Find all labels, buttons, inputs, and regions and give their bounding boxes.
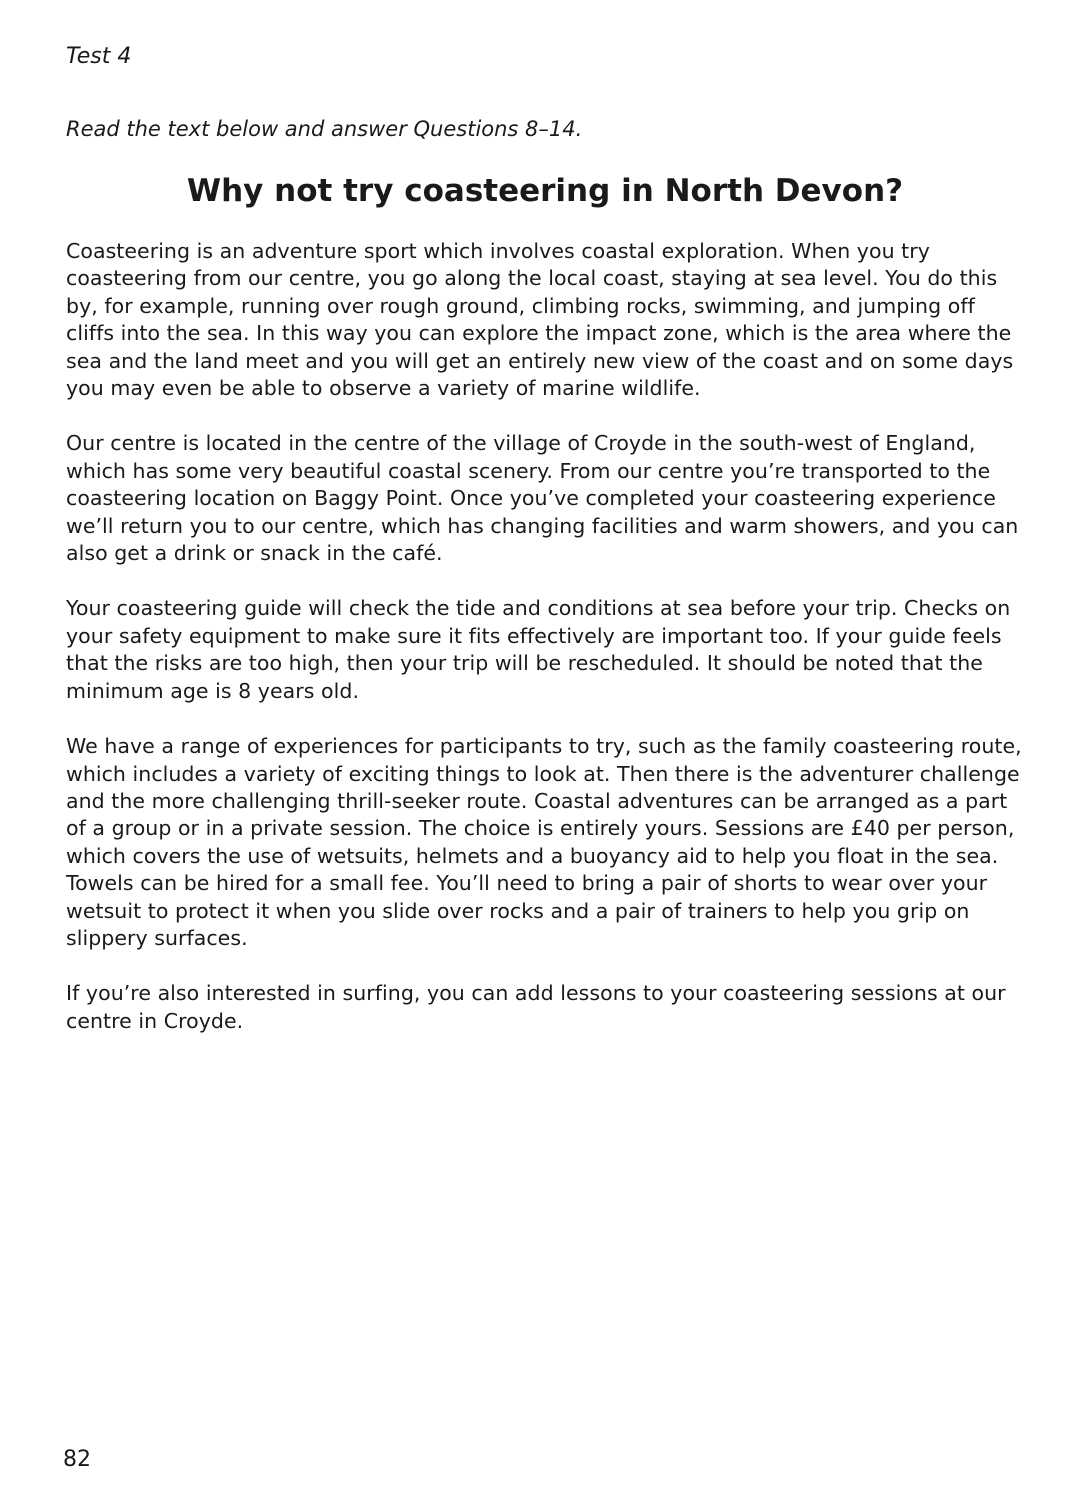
reading-instruction: Read the text below and answer Questions 8–14. xyxy=(66,117,583,141)
paragraph-2: Our centre is located in the centre of the village of Croyde in the south-west of England, which has some very beautiful coastal scenery. From our centre you’re transported to the coasteering location on Baggy Point. Once you’ve completed your coasteering experience we’ll return you to our centre, which has changing facilities and warm showers, and you can also get a drink or snack in the café. xyxy=(66,431,1019,566)
page-number: 82 xyxy=(63,1447,91,1472)
article-body xyxy=(66,238,1028,1063)
running-header: Test 4 xyxy=(66,44,132,69)
paragraph-1: Coasteering is an adventure sport which involves coastal exploration. When you try coasteering from our centre, you go along the local coast, staying at sea level. You do this by, for example, running over rough ground, climbing rocks, swimming, and jumping off cliffs into the sea. In this way you can explore the impact zone, which is the area where the sea and the land meet and you will get an entirely new view of the coast and on some days you may even be able to observe a variety of marine wildlife. xyxy=(66,239,1014,401)
paragraph-3: Your coasteering guide will check the tide and conditions at sea before your trip. Checks on your safety equipment to make sure it fits effectively are important too. If your guide feels that the risks are too high, then your trip will be rescheduled. It should be noted that the minimum age is 8 years old. xyxy=(66,596,1011,703)
article-title: Why not try coasteering in North Devon? xyxy=(186,173,904,209)
paragraph-5: If you’re also interested in surfing, you can add lessons to your coasteering sessions at our centre in Croyde. xyxy=(66,981,1006,1033)
paragraph-4: We have a range of experiences for participants to try, such as the family coasteering route, which includes a variety of exciting things to look at. Then there is the adventurer challenge and the more challenging thrill-seeker route. Coastal adventures can be arranged as a part of a group or in a private session. The choice is entirely yours. Sessions are £40 per person, which covers the use of wetsuits, helmets and a buoyancy aid to help you float in the sea. Towels can be hired for a small fee. You’ll need to bring a pair of shorts to wear over your wetsuit to protect it when you slide over rocks and a pair of trainers to help you grip on slippery surfaces. xyxy=(66,734,1022,950)
